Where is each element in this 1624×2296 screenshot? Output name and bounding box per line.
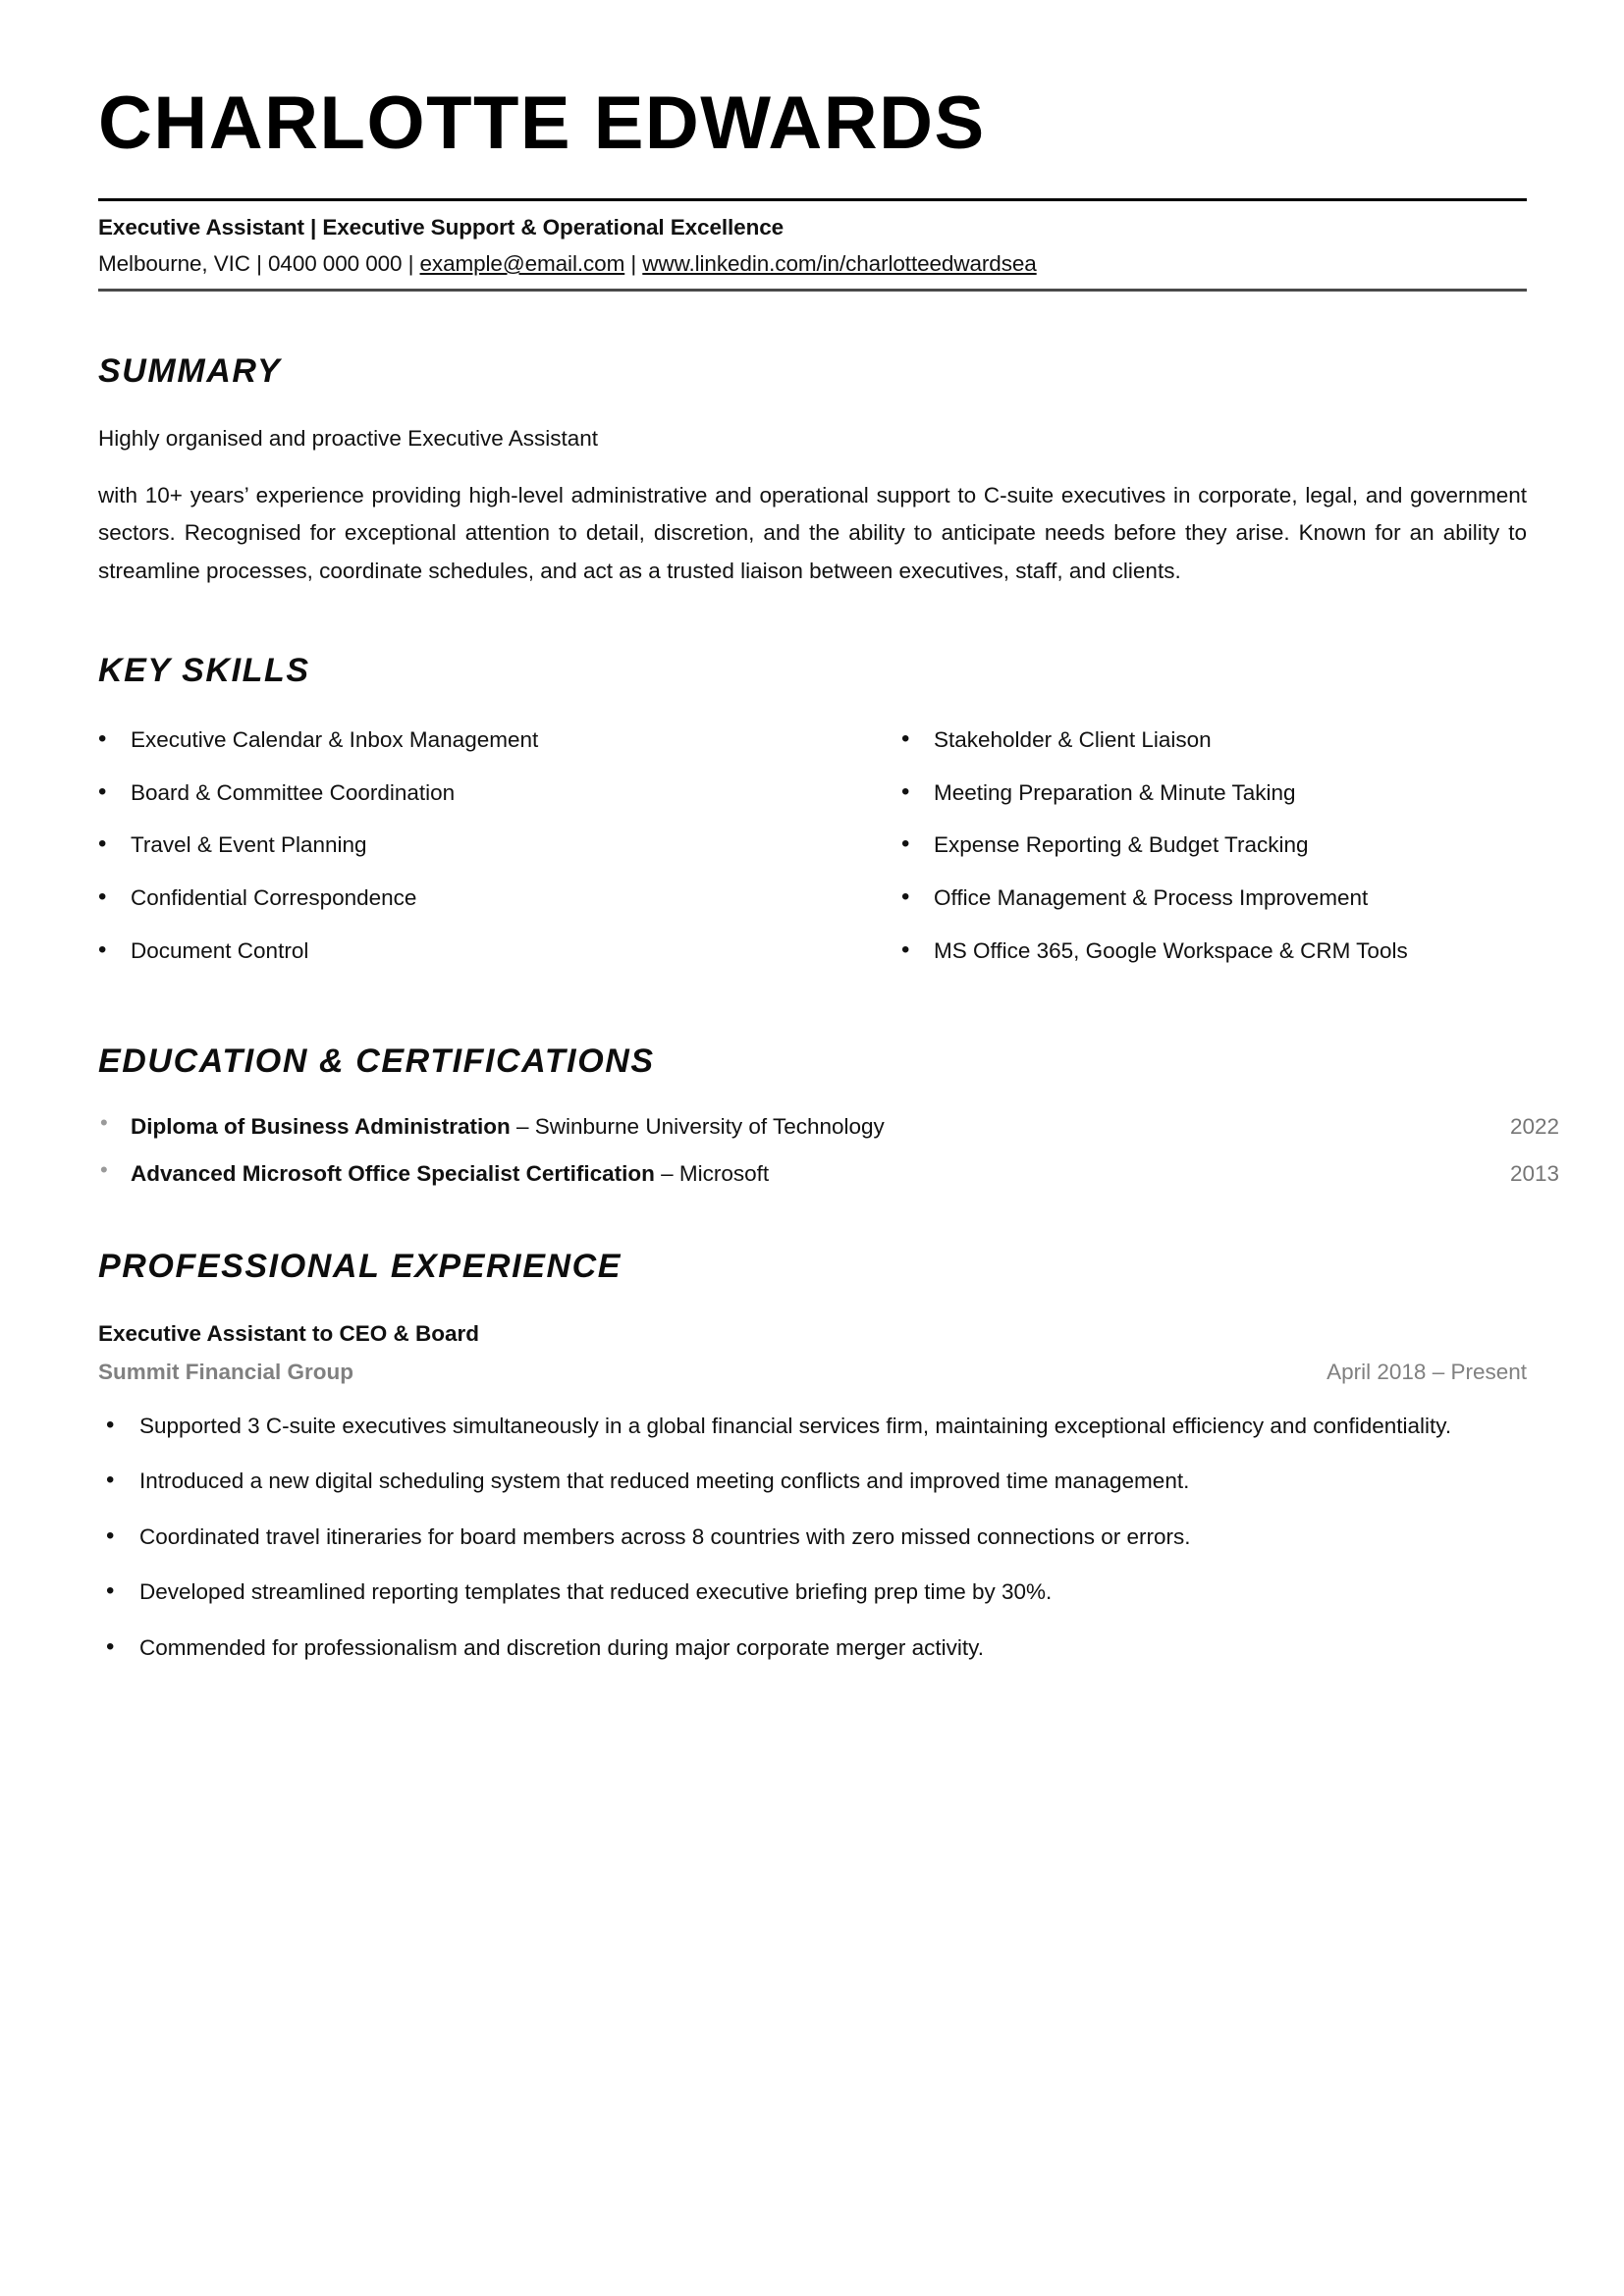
skill-item: • Board & Committee Coordination — [98, 778, 901, 807]
education-separator: – — [654, 1160, 679, 1186]
job-bullet: • Supported 3 C-suite executives simultaneously in a global financial services firm, maintaining exceptional efficiency and confidentiality. — [98, 1411, 1527, 1443]
job-bullet: • Introduced a new digital scheduling system that reduced meeting conflicts and improved time management. — [98, 1466, 1527, 1498]
education-degree: Diploma of Business Administration — [131, 1113, 511, 1139]
job-bullet: • Coordinated travel itineraries for board members across 8 countries with zero missed connections or errors. — [98, 1522, 1527, 1554]
key-skills-section — [98, 652, 1526, 989]
experience-section — [98, 1248, 1526, 1665]
key-skills-column-right — [901, 725, 1526, 989]
education-item — [98, 1161, 1559, 1187]
education-year: 2022 — [1509, 1113, 1559, 1139]
contact-line — [98, 251, 1526, 277]
resume-header — [98, 0, 1526, 292]
summary-section-title: SUMMARY — [98, 352, 282, 390]
education-separator: – — [510, 1113, 535, 1139]
job-bullet: • Commended for professionalism and discretion during major corporate merger activity. — [98, 1632, 1527, 1665]
professional-headline: Executive Assistant | Executive Support & Operational Excellence — [98, 215, 785, 240]
job-dates: April 2018 – Present — [1326, 1359, 1527, 1384]
key-skills-grid — [98, 725, 1526, 989]
education-item — [98, 1114, 1559, 1140]
skill-item: • Confidential Correspondence — [98, 883, 901, 912]
skill-item: • Executive Calendar & Inbox Management — [98, 725, 901, 754]
job-company: Summit Financial Group — [98, 1359, 354, 1384]
skill-item: • Stakeholder & Client Liaison — [901, 725, 1526, 754]
skill-item: • Meeting Preparation & Minute Taking — [901, 778, 1526, 807]
key-skills-column-left — [98, 725, 901, 989]
job-meta — [98, 1360, 1527, 1385]
education-list — [98, 1113, 1559, 1187]
header-rule-top — [98, 198, 1527, 201]
contact-separator-1: | — [249, 251, 268, 276]
contact-phone: 0400 000 000 — [268, 251, 403, 276]
contact-linkedin-link[interactable]: www.linkedin.com/in/charlotteedwardsea — [642, 251, 1037, 276]
contact-separator-3: | — [624, 251, 643, 276]
candidate-name: CHARLOTTE EDWARDS — [98, 81, 986, 165]
contact-email-link[interactable]: example@email.com — [419, 251, 625, 276]
job-title: Executive Assistant to CEO & Board — [98, 1320, 480, 1346]
education-institution: Swinburne University of Technology — [534, 1113, 885, 1139]
header-rule-bottom — [98, 289, 1527, 292]
skill-item: • Expense Reporting & Budget Tracking — [901, 830, 1526, 859]
experience-section-title: PROFESSIONAL EXPERIENCE — [98, 1247, 623, 1285]
education-item-main — [131, 1161, 1490, 1187]
summary-body-text: with 10+ years’ experience providing high-level administrative and operational support to C-suite executives in corporate, legal, and government sectors. Recognised for exceptional attention to detail, discretion, and the ability to anticipate needs before they arise. Known for an ability to streamline processes, coordinate schedules, and act as a trusted liaison between executives, staff, and clients. — [98, 482, 1527, 584]
summary-lead-text: Highly organised and proactive Executive Assistant — [98, 426, 599, 451]
education-section — [98, 1041, 1559, 1187]
education-item-main — [131, 1114, 1490, 1140]
job-bullet-list — [98, 1411, 1527, 1665]
education-section-title: EDUCATION & CERTIFICATIONS — [98, 1041, 655, 1080]
experience-job — [98, 1321, 1526, 1665]
contact-separator-2: | — [402, 251, 420, 276]
skill-item: • Office Management & Process Improvement — [901, 883, 1526, 912]
skill-item: • Travel & Event Planning — [98, 830, 901, 859]
job-bullet: • Developed streamlined reporting templates that reduced executive briefing prep time by 30%. — [98, 1576, 1527, 1609]
key-skills-section-title: KEY SKILLS — [98, 651, 310, 689]
summary-section — [98, 352, 1526, 591]
skill-item: • Document Control — [98, 936, 901, 965]
education-year: 2013 — [1509, 1160, 1559, 1186]
education-degree: Advanced Microsoft Office Specialist Certification — [131, 1160, 655, 1186]
skill-item: • MS Office 365, Google Workspace & CRM Tools — [901, 936, 1526, 965]
contact-location: Melbourne, VIC — [98, 251, 250, 276]
education-institution: Microsoft — [678, 1160, 770, 1186]
